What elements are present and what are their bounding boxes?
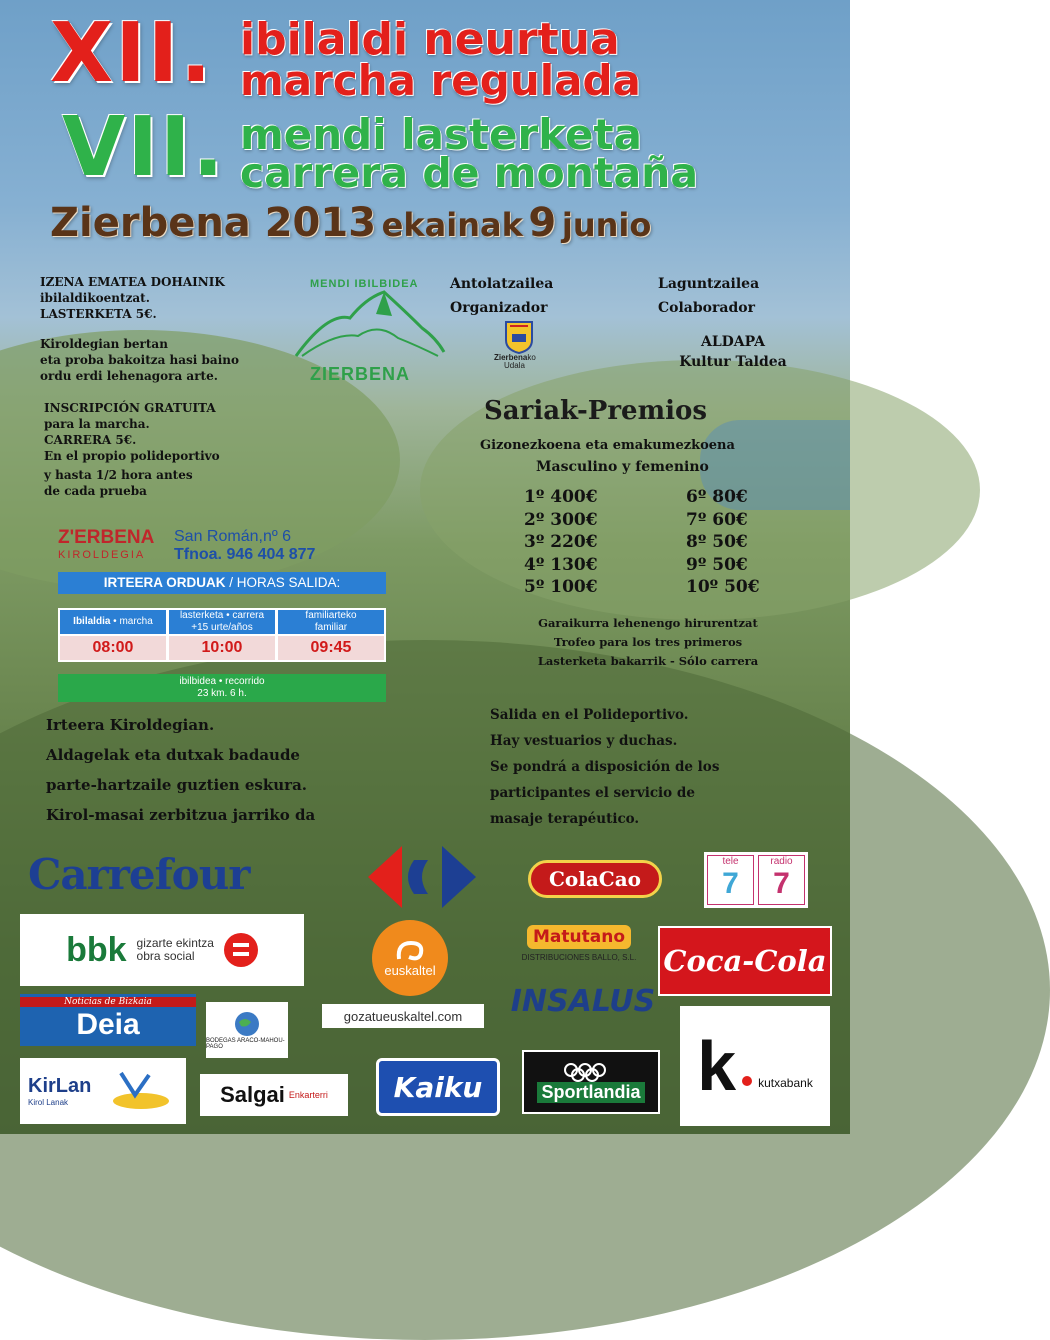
route-bar: [58, 674, 386, 702]
salgai-sub: Enkarterri: [288, 1090, 328, 1100]
euskaltel-text: euskaltel: [384, 962, 436, 978]
col-head-spanish: familiar: [314, 622, 348, 633]
prize-row: 10º 50€: [686, 577, 760, 598]
prize-row: 7º 60€: [686, 509, 748, 530]
salgai-logo: [200, 1074, 348, 1116]
prizes-left-column: [524, 486, 598, 599]
colacao-text: ColaCao: [548, 867, 642, 891]
registration-info-spanish: [44, 400, 220, 499]
carrefour-symbol-logo: [362, 840, 482, 914]
kirlan-sub: Kirol Lanak: [28, 1098, 69, 1107]
facility-line: participantes el servicio de: [490, 785, 695, 801]
deia-logo: [20, 994, 196, 1046]
prizes-subtitle-basque: Gizonezkoena eta emakumezkoena: [480, 438, 735, 453]
globe-icon: [233, 1010, 261, 1038]
kiroldegia-phone: Tfnoa. 946 404 877: [174, 546, 316, 563]
reg-line: eta proba bakoitza hasi baino: [40, 353, 239, 367]
udala-suffix: ko: [527, 353, 536, 362]
reg-line: CARRERA 5€.: [44, 433, 137, 447]
gozatu-text: gozatueuskaltel.com: [343, 1008, 463, 1024]
kirlan-runner-icon: [91, 1067, 171, 1115]
date-basque: ekainak: [381, 206, 523, 244]
registration-info-basque: [40, 274, 239, 384]
facility-line: Aldagelak eta dutxak badaude: [46, 746, 300, 764]
bbk-sub-1: gizarte ekintza: [136, 936, 214, 950]
bbk-logo: [20, 914, 304, 986]
route-distance: 23 km. 6 h.: [197, 688, 247, 699]
carrefour-logo: [28, 852, 334, 898]
facility-line: Hay vestuarios y duchas.: [490, 733, 678, 749]
route-label-basque: ibilbidea: [179, 676, 217, 687]
kutxabank-dot-icon: [742, 1076, 752, 1086]
zierbena-udala-logo: [494, 320, 544, 368]
reg-line: ibilaldikoentzat.: [40, 291, 150, 305]
schedule-time: 10:00: [169, 636, 275, 660]
race-title-basque: mendi lasterketa: [240, 110, 642, 159]
col-head-basque: lasterketa: [179, 610, 224, 621]
euskaltel-swirl-icon: [395, 939, 425, 963]
reg-line: En el propio polideportivo: [44, 449, 220, 463]
prize-row: 8º 50€: [686, 532, 748, 553]
tele-label: tele: [722, 856, 739, 867]
udala-logo-text: [494, 354, 536, 370]
march-title-basque: ibilaldi neurtua: [240, 14, 620, 65]
prizes-right-column: [686, 486, 760, 599]
matutano-sub: DISTRIBUCIONES BALLO, S.L.: [521, 952, 637, 962]
kiroldegia-sub: KIROLDEGIA: [58, 549, 146, 561]
matutano-logo: [510, 914, 648, 972]
facility-line: masaje terapéutico.: [490, 811, 640, 827]
race-title-spanish: carrera de montaña: [240, 149, 699, 197]
radio7-block: [758, 855, 805, 905]
reg-line: para la marcha.: [44, 417, 150, 431]
carrefour-text: Carrefour: [28, 850, 250, 899]
prizes-subtitle-spanish: Masculino y femenino: [536, 459, 709, 475]
schedule-col-family: [278, 610, 384, 660]
facilities-spanish: [490, 702, 719, 832]
insalus-text: INSALUS: [510, 983, 656, 1019]
collaborator-label-basque: Laguntzailea: [658, 276, 760, 292]
schedule-col-head: [60, 610, 166, 634]
prize-row: 1º 400€: [524, 487, 598, 507]
bbk-sub: [137, 937, 214, 963]
collaborator-heading: [658, 272, 759, 320]
schedule-title-spanish: HORAS SALIDA:: [236, 575, 341, 590]
schedule-col-march: [60, 610, 166, 660]
organizer-label-basque: Antolatzailea: [450, 276, 554, 292]
date-spanish: junio: [561, 206, 652, 244]
cocacola-text: Coca-Cola: [663, 944, 827, 978]
facility-line: Salida en el Polideportivo.: [490, 707, 689, 723]
kutxabank-text: kutxabank: [758, 1076, 813, 1090]
sportlandia-logo: [522, 1050, 660, 1114]
equals-icon: [224, 933, 258, 967]
place-date: [50, 200, 651, 246]
euskaltel-logo: [372, 920, 448, 996]
mendi-ibilbidea-logo: [288, 272, 448, 387]
kiroldegia-contact: [174, 528, 315, 564]
bbk-sub-2: obra social: [136, 949, 195, 963]
coat-of-arms-icon: [504, 320, 534, 354]
march-title-spanish: marcha regulada: [240, 56, 641, 105]
schedule-col-head: [278, 610, 384, 634]
carrefour-symbol-icon: [362, 840, 482, 914]
kirlan-text: KirLan: [28, 1075, 92, 1097]
tele7-radio7-logo: [704, 852, 808, 908]
prize-row: 5º 100€: [524, 577, 598, 598]
bodegas-logo: [206, 1002, 288, 1058]
reg-line: y hasta 1/2 hora antes: [44, 468, 193, 482]
udala-sub: Udala: [504, 361, 525, 370]
kirlan-text-block: [28, 1075, 91, 1107]
salgai-text: Salgai: [220, 1082, 285, 1107]
prize-row: 3º 220€: [524, 532, 598, 553]
colacao-logo: [528, 860, 662, 898]
kiroldegia-address: San Román,nº 6: [174, 528, 292, 545]
place-year: Zierbena 2013: [50, 200, 377, 246]
udala-name: Zierbena: [494, 353, 528, 362]
insalus-logo: [510, 980, 656, 1022]
cocacola-logo: [658, 926, 832, 996]
facility-line: Irteera Kiroldegian.: [46, 716, 215, 734]
prize-row: 6º 80€: [686, 487, 748, 507]
reg-line: de cada prueba: [44, 484, 147, 498]
edition-number-march: XII.: [50, 6, 214, 101]
reg-line: IZENA EMATEA DOHAINIK: [40, 275, 225, 289]
reg-line: LASTERKETA 5€.: [40, 307, 157, 321]
matutano-text: Matutano: [527, 925, 631, 949]
organizer-heading: [450, 272, 553, 320]
mendi-logo-arc-text: MENDI IBILBIDEA: [310, 278, 419, 290]
prize-note: Trofeo para los tres primeros: [553, 635, 743, 649]
collaborator-label-spanish: Colaborador: [658, 300, 755, 316]
date-day: 9: [528, 200, 557, 246]
schedule-time: 09:45: [278, 636, 384, 660]
schedule-title-basque: IRTEERA ORDUAK: [103, 575, 226, 590]
prizes-title: Sariak-Premios: [484, 396, 707, 426]
olympic-rings-icon: [561, 1062, 621, 1082]
kaiku-text: Kaiku: [393, 1070, 483, 1104]
schedule-table: [58, 608, 386, 662]
deia-text: Deia: [76, 1008, 140, 1041]
reg-line: ordu erdi lehenagora arte.: [40, 369, 218, 383]
radio-seven: 7: [773, 867, 790, 900]
col-head-spanish: • marcha: [110, 616, 153, 627]
edition-number-race: VII.: [62, 100, 226, 195]
col-head-age: +15 urte/años: [191, 622, 253, 633]
organizer-label-spanish: Organizador: [450, 300, 548, 316]
reg-line: INSCRIPCIÓN GRATUITA: [44, 401, 216, 415]
prize-note: Garaikurra lehenengo hirurentzat: [538, 616, 758, 630]
facility-line: Kirol-masai zerbitzua jarriko da: [46, 806, 316, 824]
kirlan-logo: [20, 1058, 186, 1124]
collaborator-name: [658, 332, 808, 372]
reg-line: Kiroldegian bertan: [40, 337, 168, 351]
deia-top: Noticias de Bizkaia: [20, 997, 196, 1007]
kaiku-logo: [376, 1058, 500, 1116]
schedule-title-bar: [58, 572, 386, 594]
prize-row: 9º 50€: [686, 554, 748, 575]
col-head-basque: familiarteko: [305, 610, 357, 621]
schedule-time: 08:00: [60, 636, 166, 660]
schedule-title-sep: /: [225, 575, 237, 590]
prize-row: 2º 300€: [524, 509, 598, 530]
bodegas-text: BODEGAS ARACO-MAHOU-PAGO: [206, 1038, 285, 1050]
radio-label: radio: [770, 856, 793, 867]
tele7-block: [707, 855, 754, 905]
collaborator-name-1: ALDAPA: [700, 334, 766, 350]
facility-line: parte-hartzaile guztien eskura.: [46, 776, 308, 794]
route-label-spanish: • recorrido: [216, 676, 265, 687]
kutxabank-logo: [680, 1006, 830, 1126]
schedule-col-race: [169, 610, 275, 660]
mendi-logo-name: ZIERBENA: [310, 364, 411, 384]
collaborator-name-2: Kultur Taldea: [679, 354, 787, 370]
tele-seven: 7: [722, 867, 739, 900]
kutxabank-k-icon: k: [697, 1027, 737, 1105]
col-head-basque: Ibilaldia: [73, 616, 111, 627]
bbk-text: bbk: [66, 930, 127, 969]
col-head-spanish: • carrera: [223, 610, 265, 621]
prizes-notes: [478, 614, 818, 671]
prize-row: 4º 130€: [524, 554, 598, 575]
sportlandia-text: Sportlandia: [537, 1082, 644, 1103]
kiroldegia-logo: [58, 528, 168, 564]
gozatu-logo: [322, 1004, 484, 1028]
kiroldegia-brand: Z'ERBENA: [58, 527, 155, 548]
prize-note: Lasterketa bakarrik - Sólo carrera: [537, 654, 759, 668]
facilities-basque: [46, 710, 315, 830]
schedule-col-head: [169, 610, 275, 634]
facility-line: Se pondrá a disposición de los: [490, 759, 720, 775]
